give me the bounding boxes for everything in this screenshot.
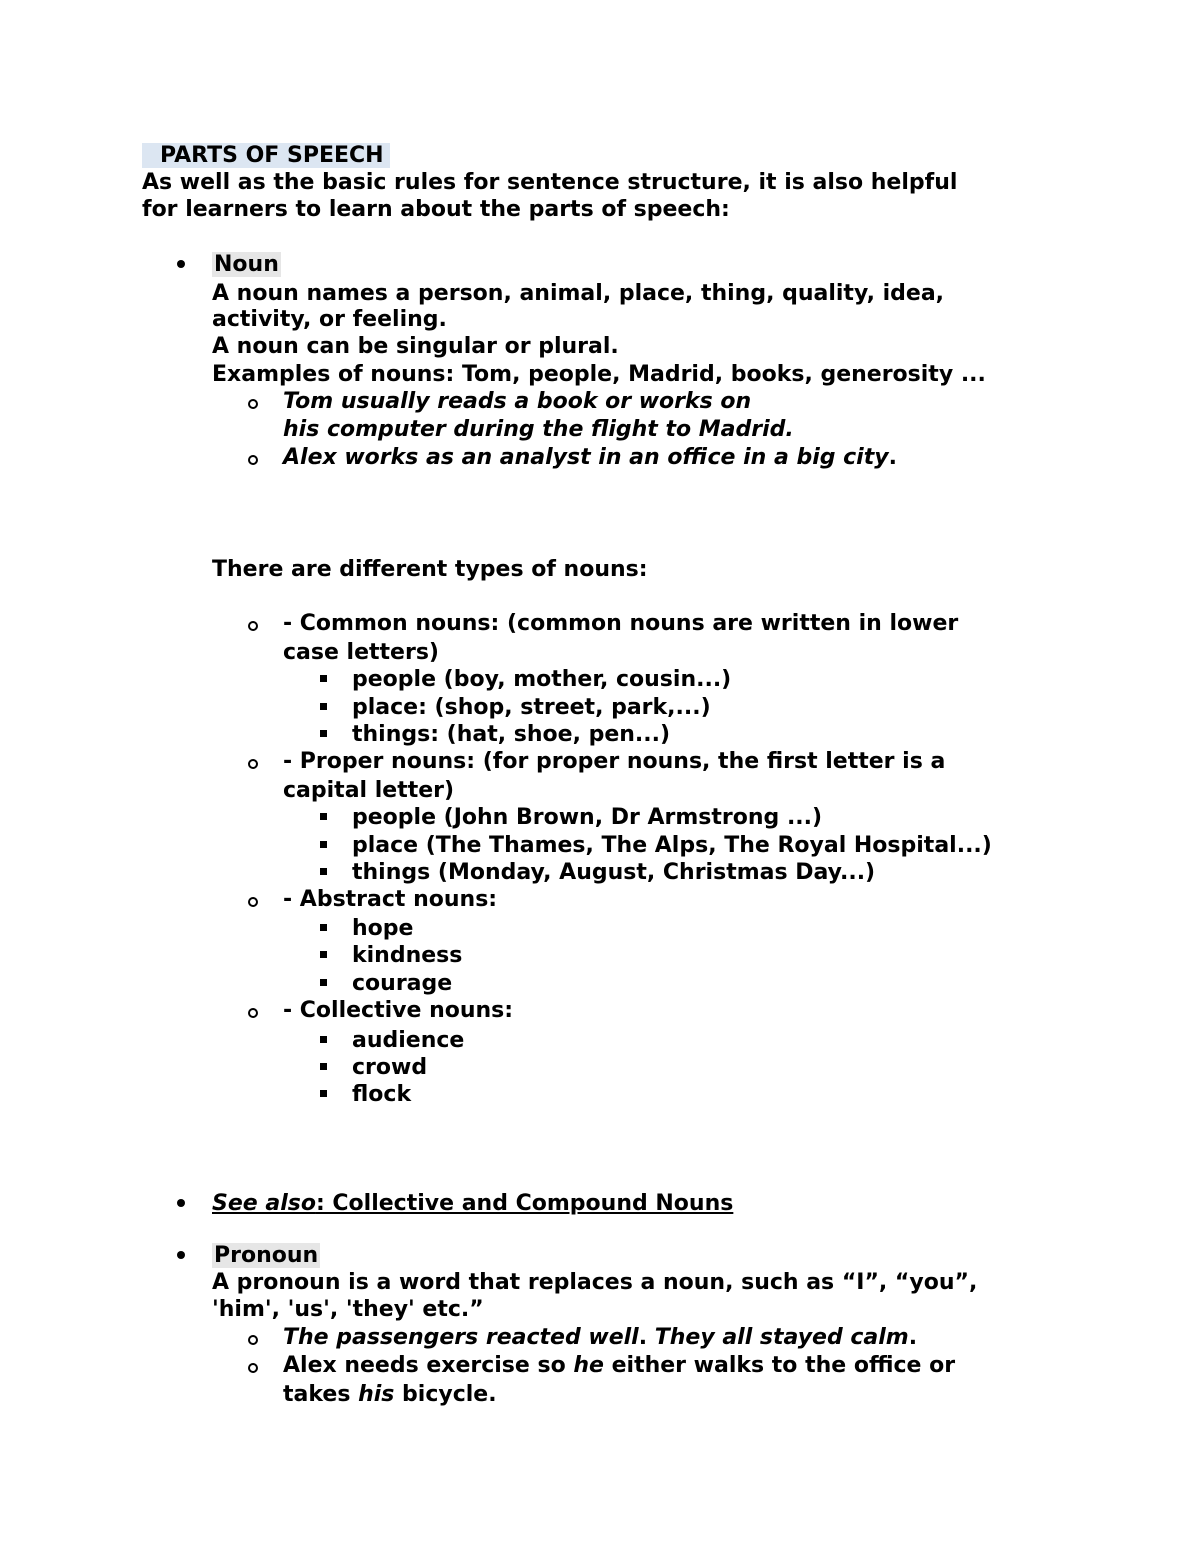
pronoun-example-1-part: . bbox=[638, 1325, 655, 1350]
circle-bullet-icon bbox=[248, 1008, 258, 1018]
square-bullet-icon bbox=[320, 979, 327, 986]
bullet-icon bbox=[177, 1251, 185, 1259]
pronoun-desc-2: 'him', 'us', 'they' etc.” bbox=[212, 1297, 484, 1322]
circle-bullet-icon bbox=[248, 1363, 258, 1373]
collective-nouns-item: crowd bbox=[352, 1055, 428, 1080]
collective-nouns-item: flock bbox=[352, 1082, 412, 1107]
circle-bullet-icon bbox=[248, 1335, 258, 1345]
abstract-nouns-item: hope bbox=[352, 916, 414, 941]
common-nouns-line-2: case letters) bbox=[283, 640, 439, 665]
square-bullet-icon bbox=[320, 813, 327, 820]
abstract-nouns-item: courage bbox=[352, 971, 453, 996]
square-bullet-icon bbox=[320, 951, 327, 958]
common-nouns-item: people (boy, mother, cousin...) bbox=[352, 667, 732, 692]
noun-example-2: Alex works as an analyst in an office in a big city bbox=[283, 445, 889, 470]
page-title: PARTS OF SPEECH bbox=[142, 143, 390, 168]
pronoun-example-1-part: . bbox=[908, 1325, 918, 1350]
square-bullet-icon bbox=[320, 703, 327, 710]
pronoun-example-2-part: takes bbox=[283, 1382, 359, 1407]
see-also-label: See also bbox=[212, 1191, 316, 1216]
common-nouns-item: place: (shop, street, park,...) bbox=[352, 695, 711, 720]
square-bullet-icon bbox=[320, 1036, 327, 1043]
proper-nouns-line-2: capital letter) bbox=[283, 778, 455, 803]
pronoun-example-2-part: bicycle. bbox=[394, 1382, 497, 1407]
pronoun-example-2-part: he bbox=[573, 1353, 604, 1378]
common-nouns-line-1: - Common nouns: (common nouns are written in lower bbox=[283, 611, 959, 636]
noun-heading: Noun bbox=[214, 252, 279, 277]
noun-desc-3: A noun can be singular or plural. bbox=[212, 334, 619, 359]
pronoun-desc-1: A pronoun is a word that replaces a noun, such as “I”, “you”, bbox=[212, 1270, 978, 1295]
pronoun-example-1-part: They all stayed calm bbox=[654, 1325, 909, 1350]
noun-desc-4: Examples of nouns: Tom, people, Madrid, books, generosity ... bbox=[212, 362, 986, 387]
pronoun-example-1-part: The passengers reacted well bbox=[283, 1325, 639, 1350]
noun-desc-1: A noun names a person, animal, place, thing, quality, idea, bbox=[212, 281, 945, 306]
proper-nouns-item: place (The Thames, The Alps, The Royal Hospital...) bbox=[352, 833, 992, 858]
collective-nouns-line: - Collective nouns: bbox=[283, 998, 514, 1023]
intro-line-2: for learners to learn about the parts of speech: bbox=[142, 197, 730, 222]
proper-nouns-item: things (Monday, August, Christmas Day...) bbox=[352, 860, 876, 885]
circle-bullet-icon bbox=[248, 455, 258, 465]
see-also-link[interactable] bbox=[212, 1190, 733, 1218]
noun-types-intro: There are different types of nouns: bbox=[212, 557, 648, 582]
circle-bullet-icon bbox=[248, 621, 258, 631]
square-bullet-icon bbox=[320, 841, 327, 848]
noun-example-1-line-1: Tom usually reads a book or works on bbox=[283, 389, 752, 414]
circle-bullet-icon bbox=[248, 759, 258, 769]
noun-example-1-line-2: his computer during the flight to Madrid. bbox=[283, 417, 794, 442]
abstract-nouns-line: - Abstract nouns: bbox=[283, 887, 498, 912]
pronoun-example-2-part: either walks to the office or bbox=[603, 1353, 956, 1378]
square-bullet-icon bbox=[320, 1090, 327, 1097]
square-bullet-icon bbox=[320, 730, 327, 737]
pronoun-heading: Pronoun bbox=[214, 1243, 319, 1268]
pronoun-example-1 bbox=[283, 1324, 917, 1352]
noun-desc-2: activity, or feeling. bbox=[212, 307, 447, 332]
noun-example-2-period: . bbox=[888, 445, 897, 470]
square-bullet-icon bbox=[320, 868, 327, 875]
pronoun-example-2-part: his bbox=[358, 1382, 395, 1407]
square-bullet-icon bbox=[320, 1063, 327, 1070]
bullet-icon bbox=[177, 1199, 185, 1207]
abstract-nouns-item: kindness bbox=[352, 943, 463, 968]
common-nouns-item: things: (hat, shoe, pen...) bbox=[352, 722, 671, 747]
proper-nouns-item: people (John Brown, Dr Armstrong ...) bbox=[352, 805, 823, 830]
pronoun-example-2-line-2 bbox=[283, 1381, 497, 1409]
circle-bullet-icon bbox=[248, 897, 258, 907]
bullet-icon bbox=[177, 260, 185, 268]
circle-bullet-icon bbox=[248, 399, 258, 409]
collective-nouns-item: audience bbox=[352, 1028, 465, 1053]
proper-nouns-line-1: - Proper nouns: (for proper nouns, the first letter is a bbox=[283, 749, 946, 774]
pronoun-example-2-line-1 bbox=[283, 1352, 955, 1380]
see-also-text: : Collective and Compound Nouns bbox=[315, 1191, 734, 1216]
pronoun-example-2-part: Alex needs exercise so bbox=[283, 1353, 574, 1378]
square-bullet-icon bbox=[320, 675, 327, 682]
intro-line-1: As well as the basic rules for sentence structure, it is also helpful bbox=[142, 170, 958, 195]
square-bullet-icon bbox=[320, 924, 327, 931]
